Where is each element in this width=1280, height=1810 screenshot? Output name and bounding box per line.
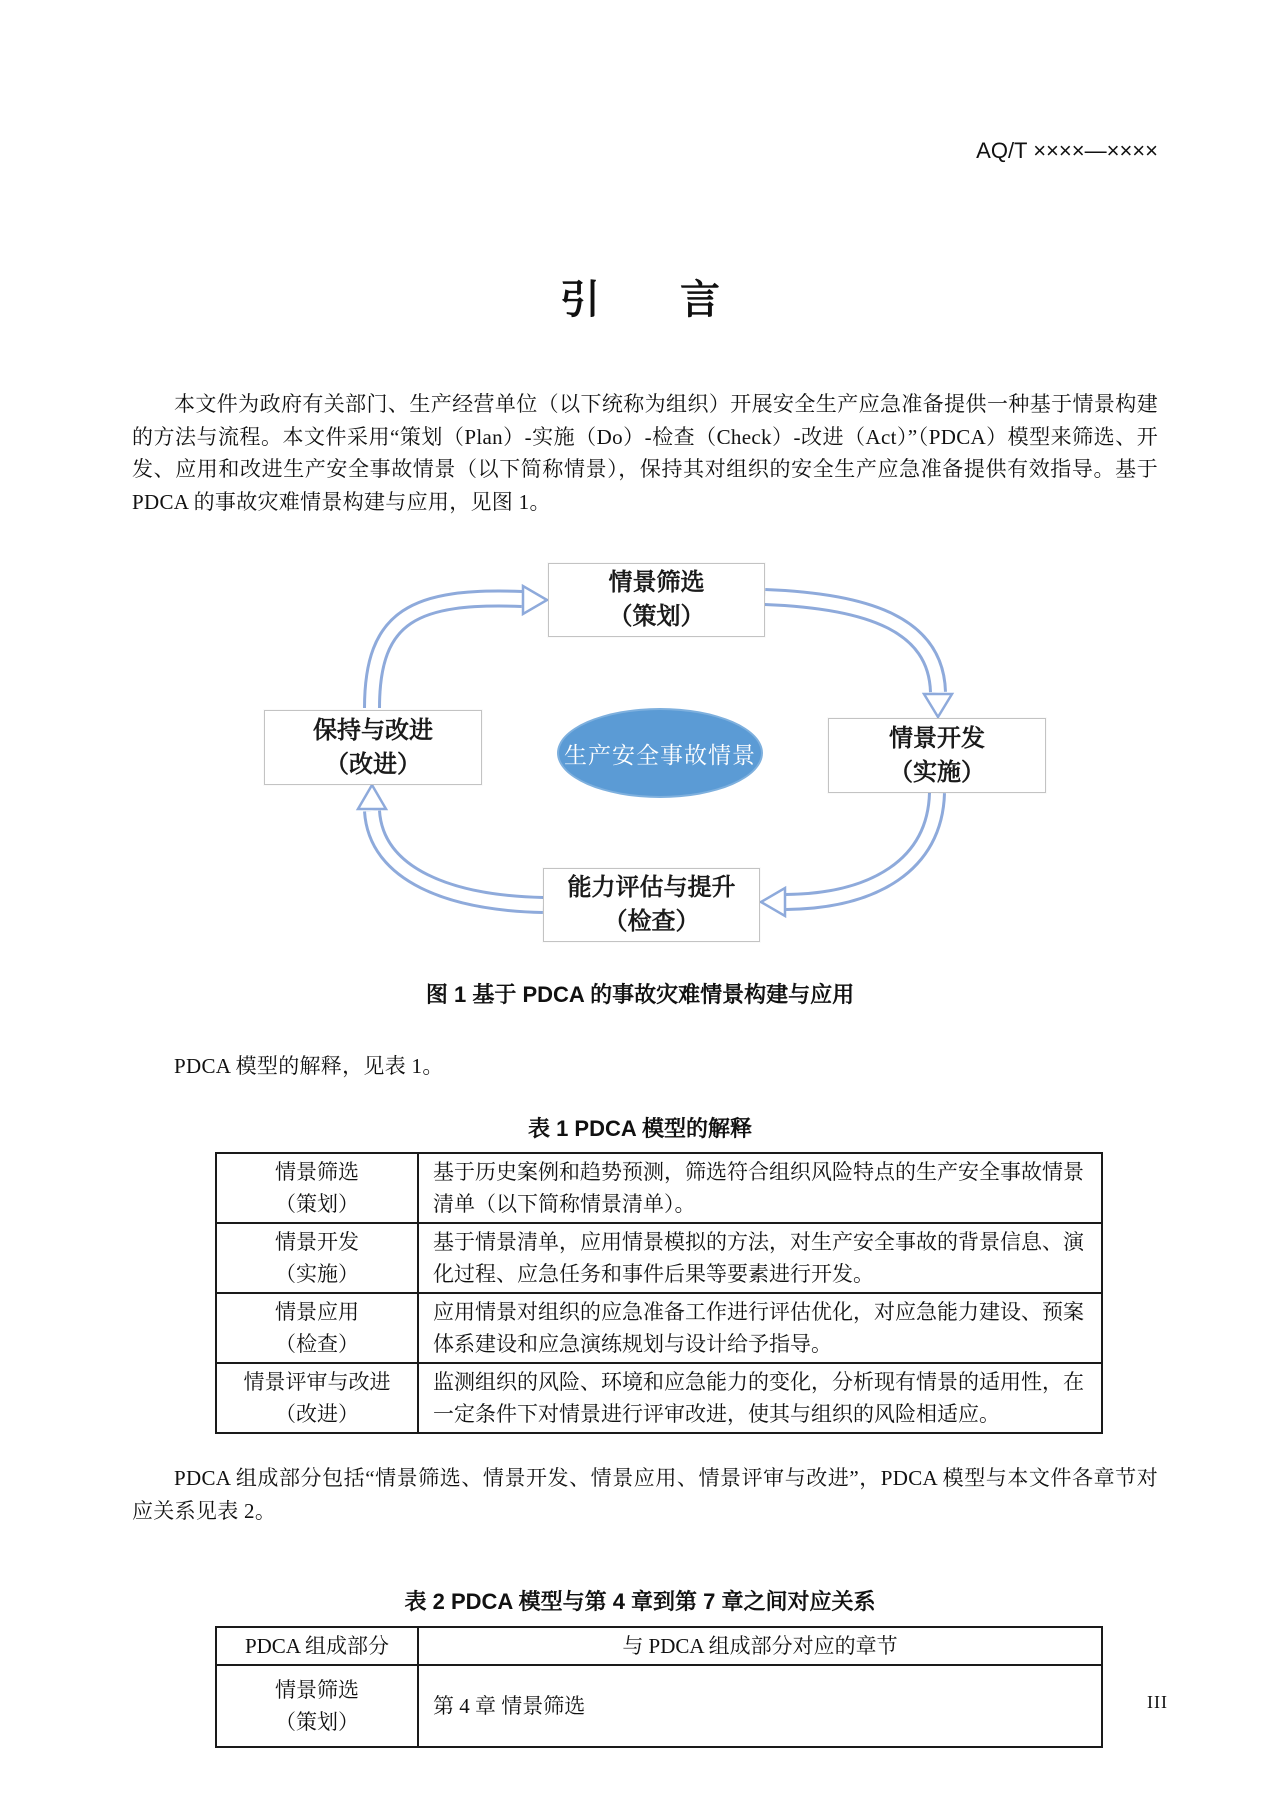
table-2-caption: 表 2 PDCA 模型与第 4 章到第 7 章之间对应关系 [404, 1589, 876, 1614]
node-label-line1: 保持与改进 [313, 716, 433, 744]
table-row [216, 1223, 1102, 1293]
intro-paragraph: 本文件为政府有关部门、生产经营单位（以下统称为组织）开展安全生产应急准备提供一种基于情景构建的方法与流程。本文件采用“策划（Plan）-实施（Do）-检查（Check）-改进（Act）”（PDCA）模型来筛选、开发、应用和改进生产安全事故情景（以下简称情景），保持其对组织的安全生产应急准备提供有效指导。基于 PDCA 的事故灾难情景构建与应用，见图 1。 [132, 392, 1158, 514]
node-label-line2: （检查） [603, 908, 700, 935]
term-line2: （策划） [275, 1710, 359, 1734]
node-label-line1: 情景开发 [889, 724, 985, 752]
document-title: 引 言 [560, 278, 720, 322]
figure-1-caption: 图 1 基于 PDCA 的事故灾难情景构建与应用 [425, 982, 855, 1007]
desc-cell: 应用情景对组织的应急准备工作进行评估优化，对应急能力建设、预案体系建设和应急演练规划与设计给予指导。 [418, 1293, 1102, 1363]
pdca-node-improvement [264, 710, 482, 785]
table-2-chapter-mapping [215, 1626, 1103, 1748]
node-label-line2: （策划） [608, 603, 705, 630]
pdca-cycle-diagram [230, 555, 1060, 960]
center-ellipse-accident-scenario: 生产安全事故情景 [557, 708, 763, 798]
term-cell [216, 1293, 418, 1363]
term-line1: 情景评审与改进 [243, 1370, 391, 1394]
table-header-row [216, 1627, 1102, 1665]
term-cell [216, 1363, 418, 1433]
pdca-node-screening [548, 563, 765, 637]
term-cell [216, 1223, 418, 1293]
table-1-pdca-explanation [215, 1152, 1103, 1434]
term-line1: 情景应用 [275, 1300, 359, 1324]
col1-header-cell: PDCA 组成部分 [216, 1627, 418, 1665]
table-row [216, 1153, 1102, 1223]
desc-cell: 基于历史案例和趋势预测，筛选符合组织风险特点的生产安全事故情景清单（以下简称情景清单）。 [418, 1153, 1102, 1223]
term-line1: 情景筛选 [275, 1160, 359, 1184]
node-label-line2: （改进） [325, 750, 421, 778]
table-1-caption: 表 1 PDCA 模型的解释 [527, 1116, 753, 1141]
term-line2: （策划） [275, 1192, 359, 1216]
table-row [216, 1665, 1102, 1747]
page-number: III [1147, 1692, 1168, 1712]
pdca-node-development [828, 718, 1046, 793]
node-label-line1: 能力评估与提升 [567, 874, 736, 901]
term-line2: （改进） [275, 1402, 359, 1426]
node-label-line2: （实施） [889, 758, 985, 786]
node-label-line1: 情景筛选 [608, 569, 705, 596]
chapter-cell: 第 4 章 情景筛选 [418, 1665, 1102, 1747]
term-cell [216, 1153, 418, 1223]
term-cell [216, 1665, 418, 1747]
pdca-node-evaluation [543, 868, 760, 942]
term-line1: 情景开发 [275, 1230, 359, 1254]
table2-intro-paragraph: PDCA 组成部分包括“情景筛选、情景开发、情景应用、情景评审与改进”，PDCA 模型与本文件各章节对应关系见表 2。 [132, 1466, 1158, 1523]
table-row [216, 1293, 1102, 1363]
desc-cell: 基于情景清单，应用情景模拟的方法，对生产安全事故的背景信息、演化过程、应急任务和事件后果等要素进行开发。 [418, 1223, 1102, 1293]
term-line2: （检查） [275, 1332, 359, 1356]
term-line1: 情景筛选 [275, 1678, 359, 1702]
table-row [216, 1363, 1102, 1433]
table1-intro-paragraph: PDCA 模型的解释，见表 1。 [174, 1054, 444, 1078]
col2-header-cell: 与 PDCA 组成部分对应的章节 [418, 1627, 1102, 1665]
term-line2: （实施） [275, 1262, 359, 1286]
desc-cell: 监测组织的风险、环境和应急能力的变化，分析现有情景的适用性，在一定条件下对情景进行评审改进，使其与组织的风险相适应。 [418, 1363, 1102, 1433]
standard-code-header: AQ/T ××××—×××× [976, 138, 1158, 163]
